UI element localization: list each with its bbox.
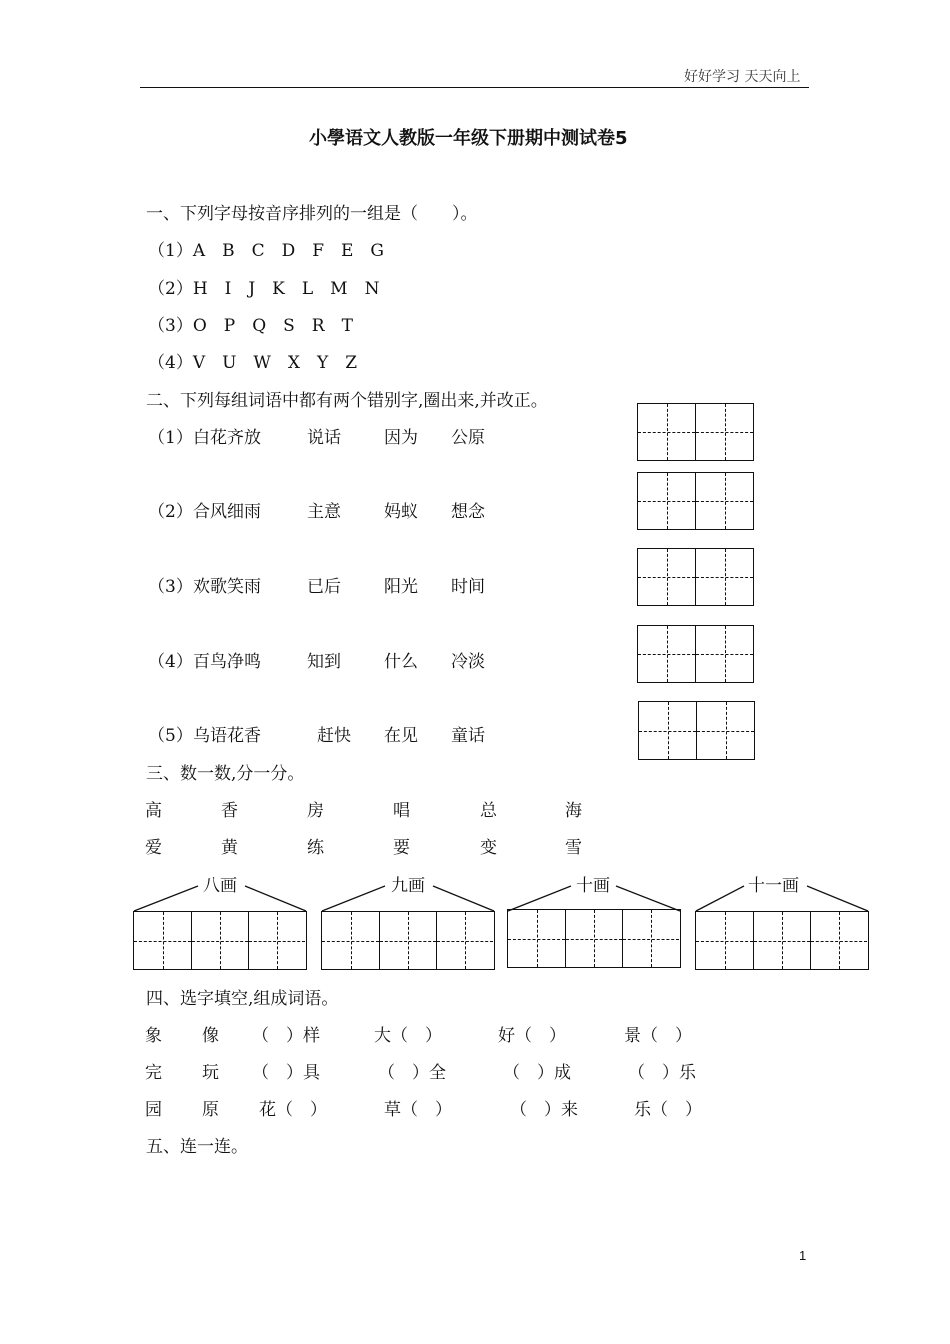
- q3-char: 黄: [221, 838, 238, 858]
- q2-word: 时间: [451, 577, 485, 597]
- group-label-10: 十画: [576, 876, 610, 896]
- answer-grid-11[interactable]: [695, 911, 869, 970]
- q3-char: 高: [145, 801, 162, 821]
- q2-word: 主意: [307, 502, 341, 522]
- q3-char: 要: [393, 838, 410, 858]
- q3-char: 变: [480, 838, 497, 858]
- q4-blank[interactable]: （ ）全: [378, 1063, 446, 1083]
- q2-word: 冷淡: [451, 652, 485, 672]
- q3-char: 雪: [565, 838, 582, 858]
- q5-heading: 五、连一连。: [146, 1137, 248, 1157]
- q1-option: （2）H I J K L M N: [148, 279, 380, 299]
- q2-row-number: （2）: [148, 502, 193, 522]
- q3-char: 练: [307, 838, 324, 858]
- q2-word: 在见: [384, 726, 418, 746]
- q2-word: 说话: [307, 428, 341, 448]
- q2-word: 公原: [451, 428, 485, 448]
- q3-char: 海: [565, 801, 582, 821]
- q2-word: 乌语花香: [193, 726, 261, 746]
- header-motto: 好好学习 天天向上: [684, 69, 801, 85]
- q1-option: （4）V U W X Y Z: [148, 353, 358, 373]
- q3-heading: 三、数一数,分一分。: [146, 764, 305, 784]
- q4-blank[interactable]: （ ）乐: [628, 1063, 696, 1083]
- q2-word: 赶快: [317, 726, 351, 746]
- q3-char: 总: [480, 801, 497, 821]
- group-label-9: 九画: [391, 876, 425, 896]
- answer-grid-10[interactable]: [507, 909, 681, 968]
- q4-blank[interactable]: （ ）具: [252, 1063, 320, 1083]
- q4-blank[interactable]: 乐（ ）: [634, 1100, 702, 1120]
- group-label-8: 八画: [203, 876, 237, 896]
- q2-row-number: （3）: [148, 577, 193, 597]
- q1-option: （1）A B C D F E G: [148, 241, 385, 261]
- q3-char: 爱: [145, 838, 162, 858]
- q2-word: 白花齐放: [193, 428, 261, 448]
- q4-heading: 四、选字填空,组成词语。: [146, 989, 339, 1009]
- q2-word: 童话: [451, 726, 485, 746]
- q2-word: 阳光: [384, 577, 418, 597]
- q2-word: 妈蚁: [384, 502, 418, 522]
- q4-blank[interactable]: （ ）样: [252, 1026, 320, 1046]
- q4-char: 园: [145, 1100, 162, 1120]
- q3-char: 房: [307, 801, 324, 821]
- q4-blank[interactable]: 景（ ）: [624, 1026, 692, 1046]
- q3-char: 香: [221, 801, 238, 821]
- q4-blank[interactable]: （ ）成: [503, 1063, 571, 1083]
- group-label-11: 十一画: [748, 876, 799, 896]
- q2-word: 什么: [384, 652, 418, 672]
- q2-heading: 二、下列每组词语中都有两个错别字,圈出来,并改正。: [146, 391, 548, 411]
- q2-word: 因为: [384, 428, 418, 448]
- q4-blank[interactable]: 草（ ）: [384, 1100, 452, 1120]
- q2-row-number: （5）: [148, 726, 193, 746]
- q4-blank[interactable]: 大（ ）: [374, 1026, 442, 1046]
- q2-word: 想念: [451, 502, 485, 522]
- q4-char: 玩: [202, 1063, 219, 1083]
- q2-word: 百鸟净鸣: [193, 652, 261, 672]
- q1-option: （3）O P Q S R T: [148, 316, 353, 336]
- q4-char: 完: [145, 1063, 162, 1083]
- q4-blank[interactable]: 好（ ）: [498, 1026, 566, 1046]
- q2-word: 知到: [307, 652, 341, 672]
- q4-char: 像: [202, 1026, 219, 1046]
- q3-char: 唱: [393, 801, 410, 821]
- page-title: 小學语文人教版一年级下册期中测试卷5: [309, 128, 628, 149]
- q1-heading: 一、下列字母按音序排列的一组是（ ）。: [146, 204, 478, 224]
- answer-grid-9[interactable]: [321, 911, 495, 970]
- page-number: 1: [799, 1248, 807, 1263]
- q2-word: 欢歌笑雨: [193, 577, 261, 597]
- q4-char: 原: [202, 1100, 219, 1120]
- q4-blank[interactable]: （ ）来: [510, 1100, 578, 1120]
- answer-grid-8[interactable]: [133, 911, 307, 970]
- q4-blank[interactable]: 花（ ）: [259, 1100, 327, 1120]
- q4-char: 象: [145, 1026, 162, 1046]
- q2-row-number: （4）: [148, 652, 193, 672]
- q2-word: 合风细雨: [193, 502, 261, 522]
- q2-word: 已后: [307, 577, 341, 597]
- q2-row-number: （1）: [148, 428, 193, 448]
